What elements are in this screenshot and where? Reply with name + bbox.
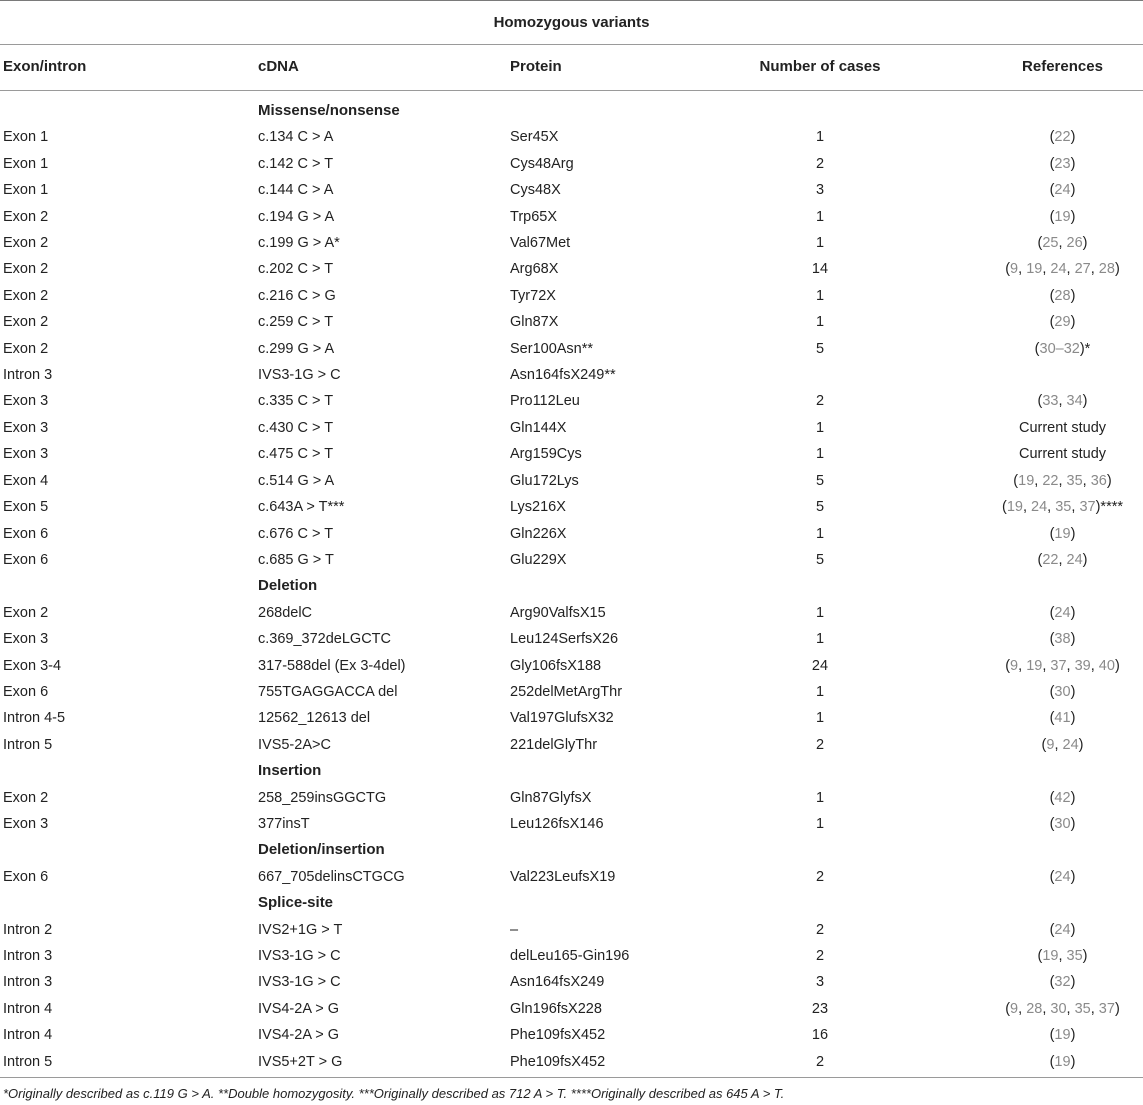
number-of-cases-cell: 3 xyxy=(815,974,825,991)
table-body xyxy=(0,98,1143,1075)
table-row xyxy=(0,679,1143,705)
cdna-cell: c.676 C > T xyxy=(258,525,334,542)
references-cell: (24) xyxy=(1049,182,1076,199)
protein-cell: Phe109fsX452 xyxy=(510,1053,606,1070)
section-heading-row xyxy=(0,758,1143,784)
reference-number[interactable]: 36 xyxy=(1090,472,1107,489)
reference-number[interactable]: 9 xyxy=(1010,657,1019,674)
cdna-cell: IVS4-2A > G xyxy=(258,1000,340,1017)
table-row xyxy=(0,283,1143,309)
reference-footnote-marker: * xyxy=(1084,340,1091,357)
table-group-title: Homozygous variants xyxy=(493,14,650,31)
cdna-cell: c.335 C > T xyxy=(258,393,334,410)
reference-number[interactable]: 19 xyxy=(1054,1027,1071,1044)
references-cell: (19, 24, 35, 37)**** xyxy=(1001,499,1123,516)
reference-number[interactable]: 35 xyxy=(1066,948,1083,964)
table-row xyxy=(0,388,1143,414)
reference-number[interactable]: 24 xyxy=(1054,868,1071,885)
number-of-cases-cell: 5 xyxy=(815,472,825,489)
protein-cell: Tyr72X xyxy=(510,287,556,304)
references-cell: (30–32)* xyxy=(1034,340,1091,357)
reference-number[interactable]: 22 xyxy=(1054,129,1071,146)
header-number-of-cases: Number of cases xyxy=(759,58,881,75)
reference-number[interactable]: 24 xyxy=(1050,261,1067,278)
references-cell: (19) xyxy=(1049,1027,1076,1044)
cdna-cell: 268delC xyxy=(258,604,313,621)
table-row xyxy=(0,626,1143,652)
protein-cell: Asn164fsX249** xyxy=(510,367,616,384)
cdna-cell: c.202 C > T xyxy=(258,261,334,278)
table-row xyxy=(0,151,1143,177)
reference-number[interactable]: 26 xyxy=(1066,235,1083,252)
number-of-cases-cell: 2 xyxy=(815,948,825,964)
protein-cell: Phe109fsX452 xyxy=(510,1027,606,1044)
table-row xyxy=(0,732,1143,758)
header-rule xyxy=(0,90,1143,91)
reference-number[interactable]: 24 xyxy=(1031,499,1048,516)
references-cell: (30) xyxy=(1049,815,1076,832)
references-cell: (30) xyxy=(1049,683,1076,700)
reference-number[interactable]: 9 xyxy=(1010,261,1019,278)
protein-cell: Lys216X xyxy=(510,499,566,516)
number-of-cases-cell: 2 xyxy=(815,868,825,885)
reference-number[interactable]: 30–32 xyxy=(1039,340,1080,357)
table-row xyxy=(0,309,1143,335)
cdna-cell: IVS2+1G > T xyxy=(258,921,343,938)
reference-number[interactable]: 38 xyxy=(1054,631,1071,648)
protein-cell: Ser45X xyxy=(510,129,559,146)
references-cell: (41) xyxy=(1049,710,1076,727)
table-bottom-rule xyxy=(0,1077,1143,1078)
number-of-cases-cell: 1 xyxy=(815,631,825,648)
cdna-cell: IVS3-1G > C xyxy=(258,367,341,384)
reference-number[interactable]: 32 xyxy=(1054,974,1071,991)
section-heading: Missense/nonsense xyxy=(258,102,400,119)
protein-cell: Gln226X xyxy=(510,525,567,542)
cdna-cell: c.134 C > A xyxy=(258,129,334,146)
exon-intron-cell: Exon 6 xyxy=(3,683,49,700)
table-top-rule xyxy=(0,0,1143,1)
reference-number[interactable]: 35 xyxy=(1066,472,1083,489)
cdna-cell: c.194 G > A xyxy=(258,208,335,225)
header-references: References xyxy=(1022,58,1103,75)
references-cell: (19, 22, 35, 36) xyxy=(1013,472,1112,489)
references-cell: (19, 35) xyxy=(1037,948,1088,964)
table-footnote: *Originally described as c.119 G > A. **Double homozygosity. ***Originally described as 712 A > T. ****Originally described as 645 A > T. xyxy=(3,1086,785,1101)
number-of-cases-cell: 1 xyxy=(815,287,825,304)
reference-number[interactable]: 24 xyxy=(1062,736,1079,753)
table-row xyxy=(0,600,1143,626)
header-exon-intron: Exon/intron xyxy=(3,58,87,75)
exon-intron-cell: Intron 5 xyxy=(3,1053,53,1070)
exon-intron-cell: Intron 5 xyxy=(3,736,53,753)
protein-cell: Cys48X xyxy=(510,182,561,199)
references-cell: (9, 19, 37, 39, 40) xyxy=(1005,657,1120,674)
cdna-cell: 12562_12613 del xyxy=(258,710,371,727)
table-row xyxy=(0,996,1143,1022)
references-cell: (24) xyxy=(1049,604,1076,621)
reference-number[interactable]: 24 xyxy=(1054,921,1071,938)
number-of-cases-cell: 5 xyxy=(815,551,825,568)
number-of-cases-cell: 3 xyxy=(815,182,825,199)
protein-cell: Leu124SerfsX26 xyxy=(510,631,619,648)
table-row xyxy=(0,494,1143,520)
number-of-cases-cell: 24 xyxy=(811,657,829,674)
reference-number[interactable]: 40 xyxy=(1098,657,1115,674)
number-of-cases-cell: 1 xyxy=(815,208,825,225)
header-cdna: cDNA xyxy=(258,58,299,75)
cdna-cell: 377insT xyxy=(258,815,310,832)
references-cell: (42) xyxy=(1049,789,1076,806)
reference-number[interactable]: 41 xyxy=(1054,710,1071,727)
references-cell: (32) xyxy=(1049,974,1076,991)
reference-number[interactable]: 30 xyxy=(1054,815,1071,832)
number-of-cases-cell: 2 xyxy=(815,736,825,753)
table-row xyxy=(0,230,1143,256)
reference-number[interactable]: 35 xyxy=(1055,499,1072,516)
exon-intron-cell: Intron 4 xyxy=(3,1027,53,1044)
table-row xyxy=(0,653,1143,679)
exon-intron-cell: Exon 2 xyxy=(3,789,49,806)
reference-number[interactable]: 19 xyxy=(1054,525,1071,542)
protein-cell: Gln144X xyxy=(510,419,567,436)
reference-number[interactable]: 22 xyxy=(1042,551,1059,568)
exon-intron-cell: Intron 4 xyxy=(3,1000,53,1017)
reference-number[interactable]: 19 xyxy=(1006,499,1023,516)
reference-footnote-marker: **** xyxy=(1100,499,1123,516)
reference-number[interactable]: 22 xyxy=(1042,472,1059,489)
number-of-cases-cell: 1 xyxy=(815,129,825,146)
protein-cell: Leu126fsX146 xyxy=(510,815,604,832)
section-heading: Splice-site xyxy=(258,894,334,912)
protein-cell: 252delMetArgThr xyxy=(510,683,623,700)
protein-cell: Gly106fsX188 xyxy=(510,657,602,674)
section-heading-row xyxy=(0,890,1143,916)
cdna-cell: IVS3-1G > C xyxy=(258,974,341,991)
table-row xyxy=(0,705,1143,731)
cdna-cell: c.514 G > A xyxy=(258,472,335,489)
reference-number[interactable]: 35 xyxy=(1074,1000,1091,1017)
reference-number[interactable]: 24 xyxy=(1054,182,1071,199)
table-row xyxy=(0,124,1143,150)
exon-intron-cell: Exon 3 xyxy=(3,393,49,410)
references-cell: (22) xyxy=(1049,129,1076,146)
references-cell: (9, 28, 30, 35, 37) xyxy=(1005,1000,1120,1017)
references-cell: Current study xyxy=(1018,446,1107,463)
reference-number[interactable]: 23 xyxy=(1054,155,1071,172)
table-row xyxy=(0,1022,1143,1048)
exon-intron-cell: Exon 2 xyxy=(3,261,49,278)
reference-number[interactable]: 19 xyxy=(1026,261,1043,278)
section-heading: Deletion/insertion xyxy=(258,841,385,859)
reference-number[interactable]: 29 xyxy=(1054,314,1071,331)
protein-cell: Arg90ValfsX15 xyxy=(510,604,606,621)
protein-cell: Trp65X xyxy=(510,208,558,225)
exon-intron-cell: Intron 3 xyxy=(3,367,53,384)
table-row xyxy=(0,256,1143,282)
section-heading: Insertion xyxy=(258,762,322,780)
protein-cell: Cys48Arg xyxy=(510,155,574,172)
protein-cell: Glu172Lys xyxy=(510,472,579,489)
reference-number[interactable]: 42 xyxy=(1054,789,1071,806)
reference-number[interactable]: 34 xyxy=(1066,393,1083,410)
table-row xyxy=(0,521,1143,547)
number-of-cases-cell: 2 xyxy=(815,155,825,172)
protein-cell: delLeu165-Gin196 xyxy=(510,948,630,964)
cdna-cell: c.643A > T*** xyxy=(258,499,345,516)
cdna-cell: IVS5-2A>C xyxy=(258,736,331,753)
number-of-cases-cell: 23 xyxy=(811,1000,829,1017)
references-cell: (33, 34) xyxy=(1037,393,1088,410)
references-cell: (24) xyxy=(1049,921,1076,938)
table-row xyxy=(0,441,1143,467)
table-row xyxy=(0,362,1143,388)
references-cell: (23) xyxy=(1049,155,1076,172)
reference-number[interactable]: 9 xyxy=(1046,736,1055,753)
cdna-cell: 317-588del (Ex 3-4del) xyxy=(258,657,406,674)
cdna-cell: c.199 G > A* xyxy=(258,235,340,252)
table-row xyxy=(0,177,1143,203)
section-heading-row xyxy=(0,837,1143,863)
references-cell: (9, 19, 24, 27, 28) xyxy=(1005,261,1120,278)
number-of-cases-cell: 1 xyxy=(815,710,825,727)
cdna-cell: c.216 C > G xyxy=(258,287,336,304)
cdna-cell: IVS3-1G > C xyxy=(258,948,341,964)
protein-cell: Arg159Cys xyxy=(510,446,582,463)
exon-intron-cell: Exon 2 xyxy=(3,208,49,225)
reference-number[interactable]: 19 xyxy=(1054,1053,1071,1070)
exon-intron-cell: Exon 1 xyxy=(3,182,49,199)
exon-intron-cell: Exon 6 xyxy=(3,551,49,568)
exon-intron-cell: Intron 2 xyxy=(3,921,53,938)
number-of-cases-cell: 2 xyxy=(815,393,825,410)
section-heading-row xyxy=(0,98,1143,124)
references-cell: (24) xyxy=(1049,868,1076,885)
exon-intron-cell: Exon 6 xyxy=(3,868,49,885)
cdna-cell: c.685 G > T xyxy=(258,551,334,568)
number-of-cases-cell: 16 xyxy=(811,1027,829,1044)
protein-cell: Gln196fsX228 xyxy=(510,1000,602,1017)
protein-cell: Gln87X xyxy=(510,314,559,331)
cdna-cell: c.430 C > T xyxy=(258,419,334,436)
protein-cell: 221delGlyThr xyxy=(510,736,598,753)
reference-number[interactable]: 28 xyxy=(1026,1000,1043,1017)
protein-cell: Arg68X xyxy=(510,261,559,278)
reference-number[interactable]: 19 xyxy=(1026,657,1043,674)
section-heading: Deletion xyxy=(258,577,318,595)
references-cell: (9, 24) xyxy=(1041,736,1084,753)
protein-cell: Gln87GlyfsX xyxy=(510,789,592,806)
table-row xyxy=(0,336,1143,362)
exon-intron-cell: Exon 3 xyxy=(3,446,49,463)
reference-number[interactable]: 19 xyxy=(1054,208,1071,225)
references-cell: (19) xyxy=(1049,208,1076,225)
cdna-cell: c.475 C > T xyxy=(258,446,334,463)
reference-number[interactable]: 30 xyxy=(1050,1000,1067,1017)
table-header-row xyxy=(0,57,1143,77)
exon-intron-cell: Exon 3 xyxy=(3,419,49,436)
references-cell: (28) xyxy=(1049,287,1076,304)
table-row xyxy=(0,547,1143,573)
exon-intron-cell: Exon 1 xyxy=(3,155,49,172)
header-protein: Protein xyxy=(510,58,562,75)
table-row xyxy=(0,204,1143,230)
number-of-cases-cell: 1 xyxy=(815,235,825,252)
number-of-cases-cell: 5 xyxy=(815,499,825,516)
cdna-cell: c.142 C > T xyxy=(258,155,334,172)
exon-intron-cell: Exon 2 xyxy=(3,340,49,357)
references-cell: (25, 26) xyxy=(1037,235,1088,252)
references-cell: (19) xyxy=(1049,525,1076,542)
table-row xyxy=(0,969,1143,995)
table-row xyxy=(0,917,1143,943)
protein-cell: Val197GlufsX32 xyxy=(510,710,614,727)
cdna-cell: 667_705delinsCTGCG xyxy=(258,868,405,885)
reference-number[interactable]: 37 xyxy=(1079,499,1096,516)
protein-cell: Val223LeufsX19 xyxy=(510,868,616,885)
reference-number[interactable]: 19 xyxy=(1018,472,1035,489)
table-row xyxy=(0,811,1143,837)
references-cell: (22, 24) xyxy=(1037,551,1088,568)
table-row xyxy=(0,1049,1143,1075)
reference-number[interactable]: 39 xyxy=(1074,657,1091,674)
reference-number[interactable]: 9 xyxy=(1010,1000,1019,1017)
exon-intron-cell: Exon 4 xyxy=(3,472,49,489)
exon-intron-cell: Exon 3-4 xyxy=(3,657,62,674)
references-cell: (19) xyxy=(1049,1053,1076,1070)
table-row xyxy=(0,785,1143,811)
table-row xyxy=(0,468,1143,494)
protein-cell: – xyxy=(510,921,519,938)
protein-cell: Ser100Asn** xyxy=(510,340,594,357)
reference-number[interactable]: 24 xyxy=(1054,604,1071,621)
reference-number[interactable]: 28 xyxy=(1054,287,1071,304)
exon-intron-cell: Exon 2 xyxy=(3,287,49,304)
references-cell: (29) xyxy=(1049,314,1076,331)
reference-number[interactable]: 28 xyxy=(1098,261,1115,278)
table-row xyxy=(0,864,1143,890)
table-row xyxy=(0,943,1143,969)
reference-number[interactable]: 37 xyxy=(1098,1000,1115,1017)
number-of-cases-cell: 1 xyxy=(815,419,825,436)
reference-number[interactable]: 19 xyxy=(1042,948,1059,964)
reference-number[interactable]: 27 xyxy=(1074,261,1091,278)
references-cell: Current study xyxy=(1018,419,1107,436)
exon-intron-cell: Exon 3 xyxy=(3,631,49,648)
cdna-cell: IVS4-2A > G xyxy=(258,1027,340,1044)
number-of-cases-cell: 2 xyxy=(815,1053,825,1070)
reference-number[interactable]: 33 xyxy=(1042,393,1059,410)
reference-number[interactable]: 24 xyxy=(1066,551,1083,568)
number-of-cases-cell: 5 xyxy=(815,340,825,357)
exon-intron-cell: Exon 3 xyxy=(3,815,49,832)
reference-number[interactable]: 25 xyxy=(1042,235,1059,252)
number-of-cases-cell: 14 xyxy=(811,261,829,278)
number-of-cases-cell: 2 xyxy=(815,921,825,938)
cdna-cell: 258_259insGGCTG xyxy=(258,789,387,806)
cdna-cell: c.299 G > A xyxy=(258,340,335,357)
reference-number[interactable]: 37 xyxy=(1050,657,1067,674)
cdna-cell: c.369_372deLGCTC xyxy=(258,631,391,648)
number-of-cases-cell: 1 xyxy=(815,446,825,463)
exon-intron-cell: Exon 2 xyxy=(3,604,49,621)
cdna-cell: IVS5+2T > G xyxy=(258,1053,343,1070)
protein-cell: Val67Met xyxy=(510,235,571,252)
references-cell: (38) xyxy=(1049,631,1076,648)
exon-intron-cell: Exon 5 xyxy=(3,499,49,516)
number-of-cases-cell: 1 xyxy=(815,604,825,621)
exon-intron-cell: Exon 1 xyxy=(3,129,49,146)
section-heading-row xyxy=(0,573,1143,599)
protein-cell: Pro112Leu xyxy=(510,393,580,410)
protein-cell: Asn164fsX249 xyxy=(510,974,605,991)
number-of-cases-cell: 1 xyxy=(815,314,825,331)
number-of-cases-cell: 1 xyxy=(815,683,825,700)
exon-intron-cell: Exon 2 xyxy=(3,235,49,252)
number-of-cases-cell: 1 xyxy=(815,789,825,806)
exon-intron-cell: Exon 2 xyxy=(3,314,49,331)
exon-intron-cell: Intron 3 xyxy=(3,974,53,991)
cdna-cell: c.144 C > A xyxy=(258,182,334,199)
cdna-cell: c.259 C > T xyxy=(258,314,334,331)
exon-intron-cell: Exon 6 xyxy=(3,525,49,542)
cdna-cell: 755TGAGGACCA del xyxy=(258,683,398,700)
table-row xyxy=(0,415,1143,441)
reference-number[interactable]: 30 xyxy=(1054,683,1071,700)
exon-intron-cell: Intron 3 xyxy=(3,948,53,964)
exon-intron-cell: Intron 4-5 xyxy=(3,710,66,727)
number-of-cases-cell: 1 xyxy=(815,525,825,542)
group-title-rule xyxy=(0,44,1143,45)
protein-cell: Glu229X xyxy=(510,551,567,568)
number-of-cases-cell: 1 xyxy=(815,815,825,832)
